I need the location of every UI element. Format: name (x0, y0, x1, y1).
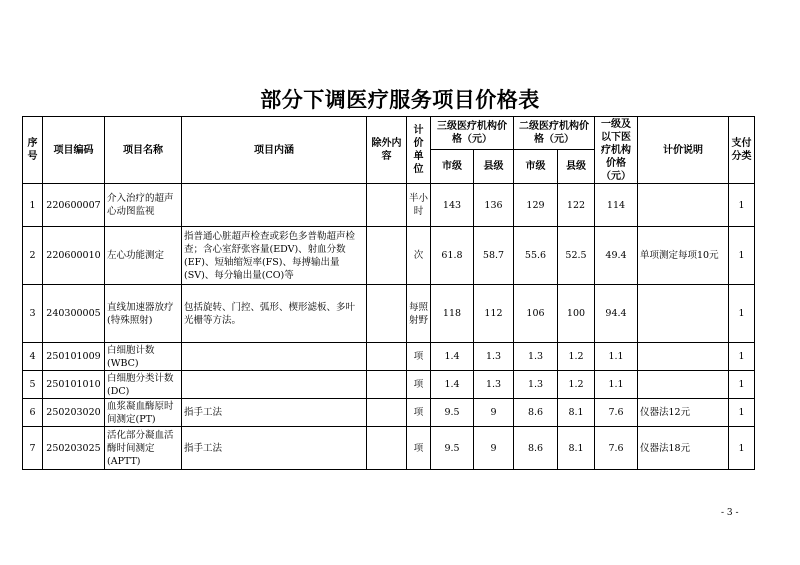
table-row (23, 427, 755, 470)
cell-t3-county: 136 (474, 184, 514, 227)
cell-note (638, 285, 729, 343)
cell-t1: 49.4 (595, 227, 638, 285)
cell-pay: 1 (729, 285, 755, 343)
cell-t3-city: 9.5 (431, 399, 474, 427)
header-tier2-county: 县级 (558, 150, 595, 184)
header-exclude: 除外内容 (367, 117, 407, 184)
cell-t2-city: 55.6 (514, 227, 558, 285)
cell-name: 介入治疗的超声心动图监视 (105, 184, 182, 227)
cell-code: 250101010 (43, 371, 105, 399)
cell-exclude (367, 227, 407, 285)
cell-t2-county: 100 (558, 285, 595, 343)
cell-t2-city: 1.3 (514, 343, 558, 371)
cell-seq: 1 (23, 184, 43, 227)
table-row (23, 343, 755, 371)
page-number: - 3 - (721, 508, 739, 518)
cell-seq: 7 (23, 427, 43, 470)
cell-t1: 1.1 (595, 343, 638, 371)
cell-exclude (367, 399, 407, 427)
cell-code: 220600007 (43, 184, 105, 227)
header-tier3-city: 市级 (431, 150, 474, 184)
cell-content: 指手工法 (182, 427, 367, 470)
cell-note: 仪器法18元 (638, 427, 729, 470)
cell-t2-county: 1.2 (558, 343, 595, 371)
header-pay: 支付分类 (729, 117, 755, 184)
cell-content (182, 184, 367, 227)
cell-name: 白细胞分类计数(DC) (105, 371, 182, 399)
cell-name: 直线加速器放疗(特殊照射) (105, 285, 182, 343)
cell-unit: 项 (407, 427, 431, 470)
cell-t1: 94.4 (595, 285, 638, 343)
header-tier3: 三级医疗机构价格（元） (431, 117, 514, 150)
cell-t2-city: 1.3 (514, 371, 558, 399)
cell-seq: 3 (23, 285, 43, 343)
cell-seq: 6 (23, 399, 43, 427)
cell-seq: 2 (23, 227, 43, 285)
table-row (23, 227, 755, 285)
table-row (23, 285, 755, 343)
cell-content (182, 371, 367, 399)
cell-unit: 半小时 (407, 184, 431, 227)
cell-t1: 7.6 (595, 399, 638, 427)
cell-t2-county: 52.5 (558, 227, 595, 285)
cell-name: 左心功能测定 (105, 227, 182, 285)
cell-unit: 次 (407, 227, 431, 285)
cell-t3-county: 58.7 (474, 227, 514, 285)
cell-name: 活化部分凝血活酶时间测定(APTT) (105, 427, 182, 470)
cell-pay: 1 (729, 343, 755, 371)
cell-t3-city: 61.8 (431, 227, 474, 285)
cell-seq: 5 (23, 371, 43, 399)
cell-note: 仪器法12元 (638, 399, 729, 427)
cell-t2-county: 8.1 (558, 427, 595, 470)
cell-code: 220600010 (43, 227, 105, 285)
cell-code: 250101009 (43, 343, 105, 371)
cell-t3-county: 9 (474, 427, 514, 470)
cell-content: 包括旋转、门控、弧形、楔形滤板、多叶光栅等方法。 (182, 285, 367, 343)
header-unit: 计价单位 (407, 117, 431, 184)
header-name: 项目名称 (105, 117, 182, 184)
cell-note (638, 371, 729, 399)
header-content: 项目内涵 (182, 117, 367, 184)
cell-t2-county: 122 (558, 184, 595, 227)
cell-seq: 4 (23, 343, 43, 371)
cell-t2-county: 8.1 (558, 399, 595, 427)
header-tier2-city: 市级 (514, 150, 558, 184)
cell-t3-county: 1.3 (474, 371, 514, 399)
cell-code: 240300005 (43, 285, 105, 343)
cell-t1: 1.1 (595, 371, 638, 399)
cell-pay: 1 (729, 184, 755, 227)
price-table (22, 116, 755, 470)
cell-t3-city: 9.5 (431, 427, 474, 470)
header-note: 计价说明 (638, 117, 729, 184)
cell-code: 250203025 (43, 427, 105, 470)
cell-t3-county: 1.3 (474, 343, 514, 371)
cell-t3-city: 1.4 (431, 371, 474, 399)
cell-content: 指普通心脏超声检查或彩色多普勒超声检查；含心室舒张容量(EDV)、射血分数(EF)、短轴缩短率(FS)、每搏输出量(SV)、每分输出量(CO)等 (182, 227, 367, 285)
header-code: 项目编码 (43, 117, 105, 184)
header-tier3-county: 县级 (474, 150, 514, 184)
cell-t3-county: 9 (474, 399, 514, 427)
table-row (23, 184, 755, 227)
cell-unit: 项 (407, 343, 431, 371)
cell-t3-city: 118 (431, 285, 474, 343)
cell-t2-city: 8.6 (514, 427, 558, 470)
cell-pay: 1 (729, 227, 755, 285)
cell-unit: 项 (407, 399, 431, 427)
cell-t3-city: 143 (431, 184, 474, 227)
cell-note (638, 184, 729, 227)
cell-name: 白细胞计数(WBC) (105, 343, 182, 371)
cell-t3-county: 112 (474, 285, 514, 343)
cell-content: 指手工法 (182, 399, 367, 427)
cell-pay: 1 (729, 427, 755, 470)
cell-content (182, 343, 367, 371)
table-row (23, 399, 755, 427)
cell-exclude (367, 343, 407, 371)
cell-t2-city: 129 (514, 184, 558, 227)
cell-t2-city: 106 (514, 285, 558, 343)
cell-name: 血浆凝血酶原时间测定(PT) (105, 399, 182, 427)
cell-t3-city: 1.4 (431, 343, 474, 371)
cell-exclude (367, 184, 407, 227)
cell-code: 250203020 (43, 399, 105, 427)
header-tier1: 一级及以下医疗机构价格（元） (595, 117, 638, 184)
cell-t1: 114 (595, 184, 638, 227)
cell-exclude (367, 427, 407, 470)
cell-note (638, 343, 729, 371)
cell-t2-city: 8.6 (514, 399, 558, 427)
cell-unit: 每照射野 (407, 285, 431, 343)
cell-pay: 1 (729, 371, 755, 399)
header-seq: 序号 (23, 117, 43, 184)
table-row (23, 371, 755, 399)
cell-t1: 7.6 (595, 427, 638, 470)
header-tier2: 二级医疗机构价格（元） (514, 117, 595, 150)
cell-unit: 项 (407, 371, 431, 399)
cell-t2-county: 1.2 (558, 371, 595, 399)
cell-pay: 1 (729, 399, 755, 427)
cell-exclude (367, 371, 407, 399)
page-title: 部分下调医疗服务项目价格表 (260, 88, 540, 112)
cell-exclude (367, 285, 407, 343)
cell-note: 单项测定每项10元 (638, 227, 729, 285)
